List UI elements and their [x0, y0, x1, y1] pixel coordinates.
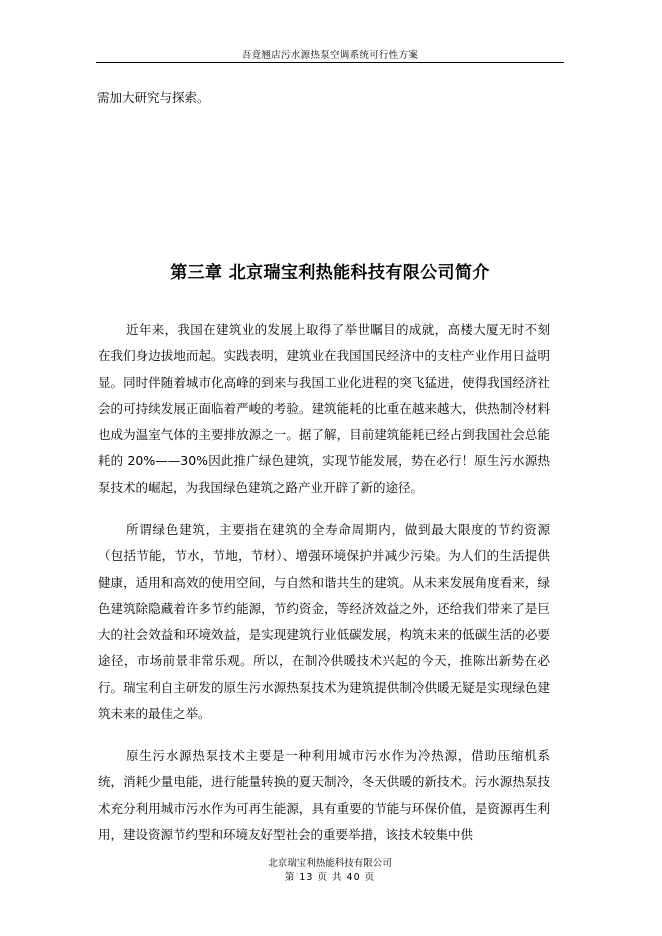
footer-company-name: 北京瑞宝利热能科技有限公司: [268, 858, 392, 869]
continued-text-line: 需加大研究与探索。: [97, 90, 210, 105]
body-paragraph-3: 原生污水源热泵技术主要是一种利用城市污水作为冷热源，借助压缩机系统，消耗少量电能，进行能量转换的夏天制冷，冬天供暖的新技术。污水源热泵技术充分利用城市污水作为可再生能源，具有重要的节能与环保价值，是资源再生利用，建设资源节约型和环境友好型社会的重要举措，该技术较集中供: [98, 748, 550, 842]
page-header-title: 吾竟翘店污水源热泵空调系统可行性方案: [241, 50, 419, 61]
footer-page-number: 第 13 页 共 40 页: [284, 872, 376, 883]
chapter-title: 第三章 北京瑞宝利热能科技有限公司简介: [170, 263, 490, 283]
body-paragraph-1: 近年来，我国在建筑业的发展上取得了举世瞩目的成就，高楼大厦无时不刻在我们身边拔地而起。实践表明，建筑业在我国国民经济中的支柱产业作用日益明显。同时伴随着城市化高峰的到来与我国工业化进程的突飞猛进，使得我国经济社会的可持续发展正面临着严峻的考验。建筑能耗的比重在越来越大，供热制冷材料也成为温室气体的主要排放源之一。据了解，目前建筑能耗已经占到我国社会总能耗的 20%——30%因此推广绿色建筑，实现节能发展，势在必行！原生污水源热泵技术的崛起，为我国绿色建筑之路产业开辟了新的途径。: [98, 322, 550, 495]
header-divider: [96, 62, 564, 63]
body-paragraph-2: 所谓绿色建筑，主要指在建筑的全寿命周期内，做到最大限度的节约资源（包括节能，节水，节地，节材）、增强环境保护并减少污染。为人们的生活提供健康，适用和高效的使用空间，与自然和谐共生的建筑。从未来发展角度看来，绿色建筑除隐藏着许多节约能源，节约资金，等经济效益之外，还给我们带来了是巨大的社会效益和环境效益，是实现建筑行业低碳发展，构筑未来的低碳生活的必要途径，市场前景非常乐观。所以，在制冷供暖技术兴起的今天，推陈出新势在必行。瑞宝利自主研发的原生污水源热泵技术为建筑提供制冷供暖无疑是实现绿色建筑未来的最佳之举。: [98, 522, 550, 722]
